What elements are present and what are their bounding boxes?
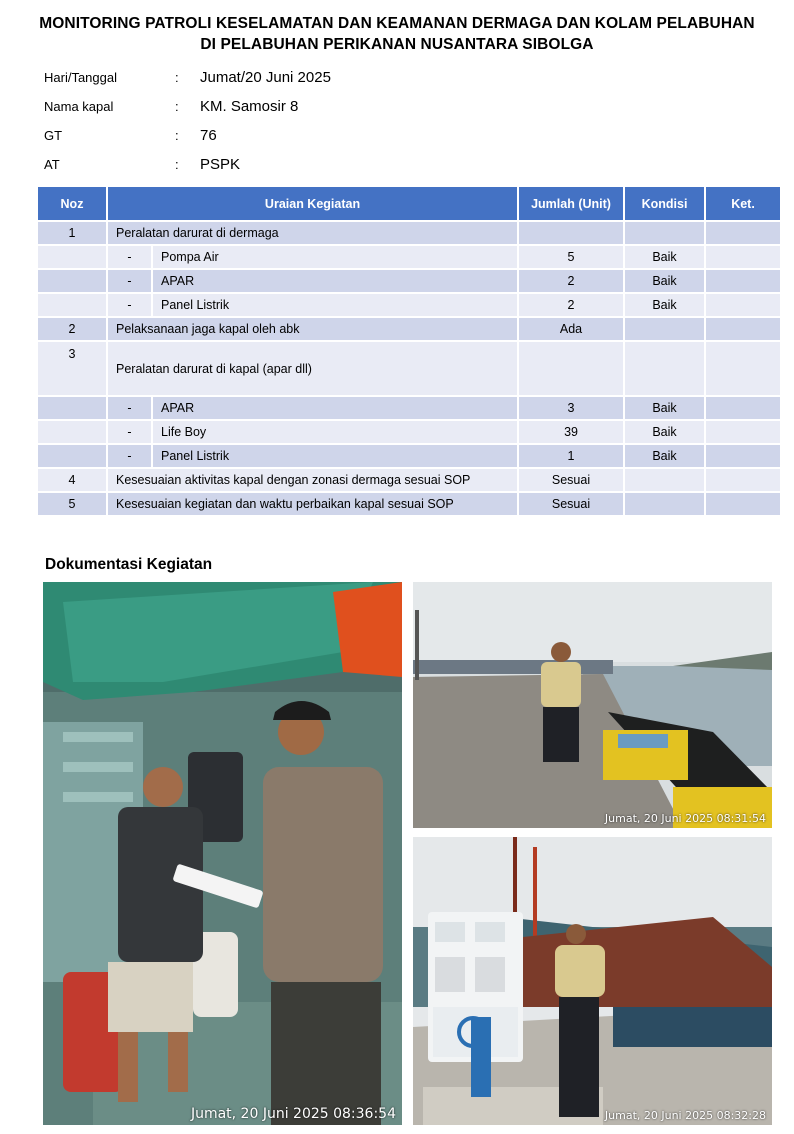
- row-no-empty: [37, 293, 107, 317]
- table-row: [37, 341, 781, 396]
- row-ket: [705, 317, 781, 341]
- row-dash: -: [107, 245, 152, 269]
- row-jumlah: 2: [518, 269, 624, 293]
- meta-value: Jumat/20 Juni 2025: [200, 69, 331, 86]
- report-title: [0, 13, 794, 55]
- row-jumlah: 1: [518, 444, 624, 468]
- meta-label: Hari/Tanggal: [44, 70, 117, 85]
- meta-label: AT: [44, 157, 60, 172]
- row-no: 5: [37, 492, 107, 516]
- row-no-empty: [37, 420, 107, 444]
- row-jumlah: [518, 221, 624, 245]
- header-kondisi: Kondisi: [624, 186, 705, 221]
- row-kondisi: Baik: [624, 396, 705, 420]
- table-row: [37, 269, 781, 293]
- row-kondisi: [624, 341, 705, 396]
- monitoring-table: [36, 185, 782, 517]
- row-no: 4: [37, 468, 107, 492]
- photo-timestamp: Jumat, 20 Juni 2025 08:32:28: [604, 1109, 766, 1122]
- row-jumlah: 3: [518, 396, 624, 420]
- meta-colon: :: [175, 99, 179, 114]
- row-kondisi: Baik: [624, 293, 705, 317]
- row-ket: [705, 245, 781, 269]
- row-text: Pompa Air: [152, 245, 518, 269]
- row-no: 3: [37, 341, 107, 396]
- row-ket: [705, 269, 781, 293]
- table-row: [37, 293, 781, 317]
- row-dash: -: [107, 420, 152, 444]
- table-row: [37, 317, 781, 341]
- photo-ship-inspection-image: [43, 582, 402, 1125]
- row-ket: [705, 492, 781, 516]
- table-header-row: [37, 186, 781, 221]
- row-no: 2: [37, 317, 107, 341]
- row-ket: [705, 444, 781, 468]
- meta-label: Nama kapal: [44, 99, 114, 114]
- row-text: Peralatan darurat di dermaga: [107, 221, 518, 245]
- row-dash: -: [107, 444, 152, 468]
- row-dash: -: [107, 293, 152, 317]
- row-ket: [705, 396, 781, 420]
- table-row: [37, 245, 781, 269]
- row-no-empty: [37, 396, 107, 420]
- row-ket: [705, 293, 781, 317]
- row-jumlah: [518, 341, 624, 396]
- row-no: 1: [37, 221, 107, 245]
- meta-row-date: [44, 66, 444, 95]
- header-no: Noz: [37, 186, 107, 221]
- row-kondisi: Baik: [624, 420, 705, 444]
- row-jumlah: 5: [518, 245, 624, 269]
- photo-electric-panel: [413, 837, 772, 1125]
- row-text: Panel Listrik: [152, 444, 518, 468]
- row-kondisi: Baik: [624, 444, 705, 468]
- row-no-empty: [37, 444, 107, 468]
- row-ket: [705, 221, 781, 245]
- table-row: [37, 468, 781, 492]
- photo-dock-patrol: [413, 582, 772, 828]
- row-kondisi: Baik: [624, 245, 705, 269]
- table-row: [37, 396, 781, 420]
- row-ket: [705, 341, 781, 396]
- row-jumlah: Ada: [518, 317, 624, 341]
- meta-value: KM. Samosir 8: [200, 98, 299, 115]
- row-jumlah: Sesuai: [518, 492, 624, 516]
- vessel-info: [44, 66, 444, 182]
- row-text: Pelaksanaan jaga kapal oleh abk: [107, 317, 518, 341]
- photo-timestamp: Jumat, 20 Juni 2025 08:36:54: [190, 1106, 396, 1122]
- documentation-title: Dokumentasi Kegiatan: [45, 556, 213, 573]
- row-kondisi: [624, 221, 705, 245]
- meta-label: GT: [44, 128, 63, 143]
- row-text: Peralatan darurat di kapal (apar dll): [107, 341, 518, 396]
- meta-row-gt: [44, 124, 444, 153]
- table-row: [37, 492, 781, 516]
- title-line-2: DI PELABUHAN PERIKANAN NUSANTARA SIBOLGA: [200, 36, 594, 53]
- meta-row-ship-name: [44, 95, 444, 124]
- meta-row-at: [44, 153, 444, 182]
- row-text: APAR: [152, 396, 518, 420]
- row-ket: [705, 420, 781, 444]
- row-kondisi: Baik: [624, 269, 705, 293]
- row-ket: [705, 468, 781, 492]
- meta-colon: :: [175, 70, 179, 85]
- table-row: [37, 420, 781, 444]
- table-row: [37, 444, 781, 468]
- row-kondisi: [624, 317, 705, 341]
- row-dash: -: [107, 396, 152, 420]
- row-jumlah: 39: [518, 420, 624, 444]
- table-row: [37, 221, 781, 245]
- header-uraian: Uraian Kegiatan: [107, 186, 518, 221]
- row-text: Kesesuaian kegiatan dan waktu perbaikan kapal sesuai SOP: [107, 492, 518, 516]
- meta-value: PSPK: [200, 156, 241, 173]
- header-ket: Ket.: [705, 186, 781, 221]
- row-jumlah: Sesuai: [518, 468, 624, 492]
- photo-electric-panel-image: [413, 837, 772, 1125]
- row-dash: -: [107, 269, 152, 293]
- row-no-empty: [37, 269, 107, 293]
- row-text: Life Boy: [152, 420, 518, 444]
- row-jumlah: 2: [518, 293, 624, 317]
- row-kondisi: [624, 492, 705, 516]
- row-text: Panel Listrik: [152, 293, 518, 317]
- row-kondisi: [624, 468, 705, 492]
- meta-value: 76: [200, 127, 217, 144]
- row-no-empty: [37, 245, 107, 269]
- row-text: Kesesuaian aktivitas kapal dengan zonasi dermaga sesuai SOP: [107, 468, 518, 492]
- meta-colon: :: [175, 157, 179, 172]
- row-text: APAR: [152, 269, 518, 293]
- photo-dock-patrol-image: [413, 582, 772, 828]
- photo-ship-inspection: [43, 582, 402, 1125]
- meta-colon: :: [175, 128, 179, 143]
- photo-timestamp: Jumat, 20 Juni 2025 08:31:54: [604, 812, 766, 825]
- title-line-1: MONITORING PATROLI KESELAMATAN DAN KEAMANAN DERMAGA DAN KOLAM PELABUHAN: [39, 15, 755, 32]
- header-jumlah: Jumlah (Unit): [518, 186, 624, 221]
